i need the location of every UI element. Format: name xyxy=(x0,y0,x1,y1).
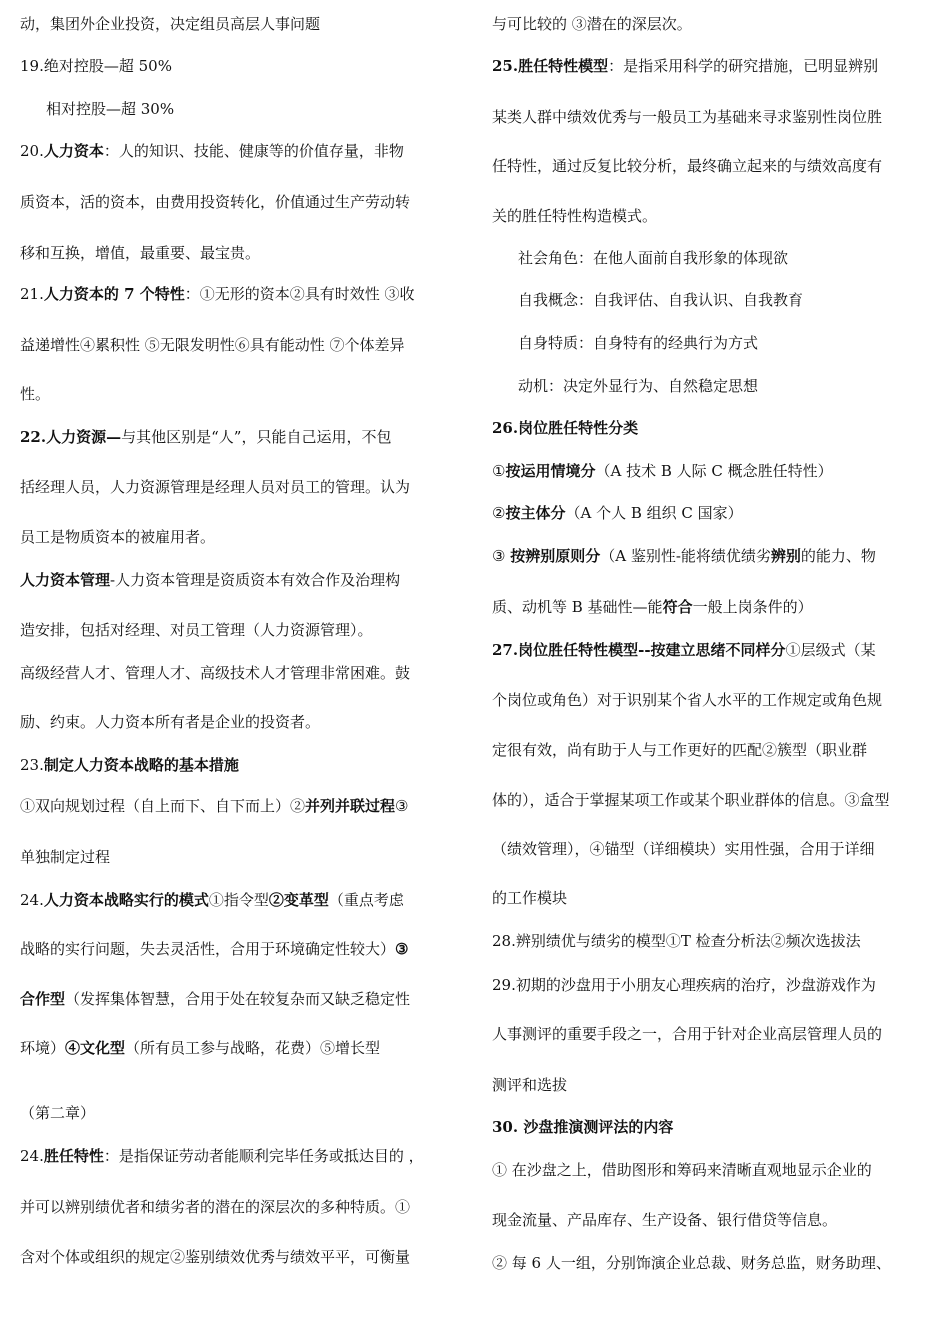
text-span: （所有员工参与战略，花费）⑤增长型 xyxy=(125,1039,381,1057)
text-span: 战略的实行问题，失去灵活性，合用于环境确定性较大） xyxy=(20,940,396,958)
text-span: 个岗位或角色）对于识别某个省人水平的工作规定或角色规 xyxy=(492,691,883,709)
right-text-line xyxy=(492,1208,837,1232)
text-span: （重点考虑 xyxy=(328,891,404,909)
text-span: 励、约束。人力资本所有者是企业的投资者。 xyxy=(20,713,321,731)
right-text-line xyxy=(492,973,876,997)
right-text-line xyxy=(492,1022,882,1046)
text-span: ① 在沙盘之上，借助图形和筹码来清晰直观地显示企业的 xyxy=(492,1161,872,1179)
bold-term: 按运用情境分 xyxy=(505,462,596,480)
text-span: 的工作模块 xyxy=(492,889,568,907)
text-span: 定很有效，尚有助于人与工作更好的匹配②簇型（职业群 xyxy=(492,741,868,759)
text-span: 造安排，包括对经理、对员工管理（人力资源管理）。 xyxy=(20,621,373,639)
left-text-line xyxy=(20,139,404,163)
left-text-line xyxy=(20,845,110,869)
right-text-line xyxy=(492,12,692,36)
text-span: 质资本，活的资本，由费用投资转化，价值通过生产劳动转 xyxy=(20,193,411,211)
text-span: 24. xyxy=(20,891,44,909)
bold-term: 人力资本 xyxy=(43,142,104,160)
text-span: 28.辨别绩优与绩劣的模型①T 检查分析法②频次选拔法 xyxy=(492,932,861,950)
bold-term: 人力资本战略实行的模式 xyxy=(43,891,209,909)
text-span: 体的），适合于掌握某项工作或某个职业群体的信息。③盒型 xyxy=(492,791,890,809)
right-text-line xyxy=(492,1073,567,1097)
left-text-line xyxy=(20,794,408,818)
left-text-line xyxy=(20,54,172,78)
text-span: 质、动机等 B 基础性—能 xyxy=(492,598,663,616)
bold-term: 按辨别原则分 xyxy=(510,547,601,565)
right-text-line xyxy=(492,886,567,910)
left-text-line xyxy=(20,618,373,642)
bold-term: 合作型 xyxy=(20,990,66,1008)
left-text-line xyxy=(20,1036,380,1060)
right-text-line xyxy=(492,738,867,762)
text-span: （绩效管理），④锚型（详细模块）实用性强，合用于详细 xyxy=(492,840,875,858)
right-text-line xyxy=(518,246,788,270)
text-span: 19.绝对控股—超 50% xyxy=(20,57,172,75)
left-text-line xyxy=(20,1144,424,1168)
left-text-line xyxy=(20,475,410,499)
bold-term: 辨别 xyxy=(770,547,801,565)
right-text-line xyxy=(492,1158,872,1182)
text-span: 自我概念：自我评估、自我认识、自我教育 xyxy=(518,291,804,309)
left-text-line xyxy=(20,888,404,912)
bold-term: 符合 xyxy=(662,598,693,616)
text-span: 测评和选拔 xyxy=(492,1076,568,1094)
bold-term: 25.胜任特性模型 xyxy=(492,57,609,75)
left-text-line xyxy=(20,568,400,592)
text-span: 20. xyxy=(20,142,44,160)
bold-term: 按主体分 xyxy=(505,504,566,522)
left-text-line xyxy=(20,1245,410,1269)
text-span: 动机：决定外显行为、自然稳定思想 xyxy=(518,377,759,395)
left-text-line xyxy=(20,937,408,961)
text-span: ①双向规划过程（自上而下、自下而上）② xyxy=(20,797,306,815)
text-span: ：人的知识、技能、健康等的价值存量，非物 xyxy=(103,142,404,160)
left-text-line xyxy=(20,425,391,449)
right-text-line xyxy=(492,544,876,568)
text-span: ：是指保证劳动者能顺利完毕任务或抵达目的 ， xyxy=(103,1147,424,1165)
text-span: 员工是物质资本的被雇用者。 xyxy=(20,528,216,546)
text-span: 与可比较的 ③潜在的深层次。 xyxy=(492,15,692,33)
text-span: 现金流量、产品库存、生产设备、银行借贷等信息。 xyxy=(492,1211,838,1229)
text-span: 高级经营人才、管理人才、高级技术人才管理非常困难。鼓 xyxy=(20,664,411,682)
right-text-line xyxy=(492,1115,673,1139)
right-text-line xyxy=(492,459,833,483)
bold-term: 26.岗位胜任特性分类 xyxy=(492,419,639,437)
right-text-line xyxy=(492,1251,891,1275)
text-span: 含对个体或组织的规定②鉴别绩效优秀与绩效平平，可衡量 xyxy=(20,1248,411,1266)
right-text-line xyxy=(518,374,758,398)
text-span: （第二章） xyxy=(20,1104,96,1122)
text-span: 动，集团外企业投资，决定组员高层人事问题 xyxy=(20,15,321,33)
left-text-line xyxy=(20,333,405,357)
left-text-line xyxy=(20,1195,410,1219)
text-span: ② xyxy=(492,504,506,522)
left-text-line xyxy=(20,12,320,36)
bold-term: 制定人力资本战略的基本措施 xyxy=(43,756,239,774)
text-span: 与其他区别是“人”，只能自己运用，不包 xyxy=(121,428,392,446)
text-span: ③ xyxy=(395,797,409,815)
left-text-line xyxy=(46,97,174,121)
text-span: 的能力、物 xyxy=(800,547,876,565)
right-text-line xyxy=(492,154,882,178)
bold-term: 人力资本的 7 个特性 xyxy=(43,285,185,303)
right-text-line xyxy=(518,331,758,355)
left-text-line xyxy=(20,710,320,734)
right-text-line xyxy=(492,105,882,129)
text-span: 23. xyxy=(20,756,44,774)
text-span: ② 每 6 人一组，分别饰演企业总裁、财务总监，财务助理、 xyxy=(492,1254,891,1272)
right-text-line xyxy=(518,288,803,312)
text-span: ①指令型 xyxy=(208,891,269,909)
text-span: 括经理人员，人力资源管理是经理人员对员工的管理。认为 xyxy=(20,478,411,496)
text-span: -人力资本管理是资质资本有效合作及治理构 xyxy=(110,571,401,589)
text-span: 益递增性④累积性 ⑤无限发明性⑥具有能动性 ⑦个体差异 xyxy=(20,336,405,354)
text-span: 社会角色：在他人面前自我形象的体现欲 xyxy=(518,249,789,267)
text-span: 单独制定过程 xyxy=(20,848,111,866)
right-text-line xyxy=(492,638,876,662)
text-span: 自身特质：自身特有的经典行为方式 xyxy=(518,334,759,352)
right-text-line xyxy=(492,929,861,953)
left-text-line xyxy=(20,282,415,306)
bold-term: 人力资本管理 xyxy=(20,571,111,589)
bold-term: 30. 沙盘推演测评法的内容 xyxy=(492,1118,674,1136)
right-text-line xyxy=(492,837,875,861)
text-span: ：是指采用科学的研究措施，已明显辨别 xyxy=(608,57,879,75)
right-text-line xyxy=(492,688,882,712)
right-text-line xyxy=(492,416,638,440)
bold-term: 27.岗位胜任特性模型--按建立思绪不同样分 xyxy=(492,641,786,659)
left-text-line xyxy=(20,241,260,265)
left-text-line xyxy=(20,525,215,549)
left-text-line xyxy=(20,190,410,214)
text-span: 移和互换，增值，最重要、最宝贵。 xyxy=(20,244,261,262)
text-span: （A 技术 B 人际 C 概念胜任特性） xyxy=(595,462,833,480)
text-span: 21. xyxy=(20,285,44,303)
right-text-line xyxy=(492,788,890,812)
right-text-line xyxy=(492,595,813,619)
text-span: 29.初期的沙盘用于小朋友心理疾病的治疗，沙盘游戏作为 xyxy=(492,976,876,994)
text-span: ① xyxy=(492,462,506,480)
text-span: （A 个人 B 组织 C 国家） xyxy=(565,504,743,522)
text-span: ①层级式（某 xyxy=(785,641,876,659)
text-span: 性。 xyxy=(20,385,51,403)
text-span: 人事测评的重要手段之一，合用于针对企业高层管理人员的 xyxy=(492,1025,883,1043)
left-text-line xyxy=(20,382,50,406)
left-text-line xyxy=(20,661,410,685)
bold-term: ④文化型 xyxy=(65,1039,126,1057)
right-text-line xyxy=(492,54,878,78)
left-text-line xyxy=(20,1101,95,1125)
text-span: 一般上岗条件的） xyxy=(692,598,813,616)
text-span: 24. xyxy=(20,1147,44,1165)
text-span: 相对控股—超 30% xyxy=(46,100,175,118)
text-span: 某类人群中绩效优秀与一般员工为基础来寻求鉴别性岗位胜 xyxy=(492,108,883,126)
text-span: ：①无形的资本②具有时效性 ③收 xyxy=(184,285,415,303)
left-text-line xyxy=(20,753,239,777)
left-text-line xyxy=(20,987,410,1011)
text-span: 任特性，通过反复比较分析，最终确立起来的与绩效高度有 xyxy=(492,157,883,175)
text-span: （A 鉴别性-能将绩优绩劣 xyxy=(600,547,771,565)
bold-term: ②变革型 xyxy=(268,891,329,909)
right-text-line xyxy=(492,501,743,525)
text-span: ③ xyxy=(492,547,511,565)
text-span: （发挥集体智慧，合用于处在较复杂而又缺乏稳定性 xyxy=(65,990,411,1008)
text-span: 环境） xyxy=(20,1039,66,1057)
bold-term: ③ xyxy=(395,940,409,958)
text-span: 关的胜任特性构造模式。 xyxy=(492,207,658,225)
bold-term: 胜任特性 xyxy=(43,1147,104,1165)
text-span: 并可以辨别绩优者和绩劣者的潜在的深层次的多种特质。① xyxy=(20,1198,411,1216)
bold-term: 并列并联过程 xyxy=(305,797,396,815)
bold-term: 22.人力资源— xyxy=(20,428,122,446)
right-text-line xyxy=(492,204,657,228)
